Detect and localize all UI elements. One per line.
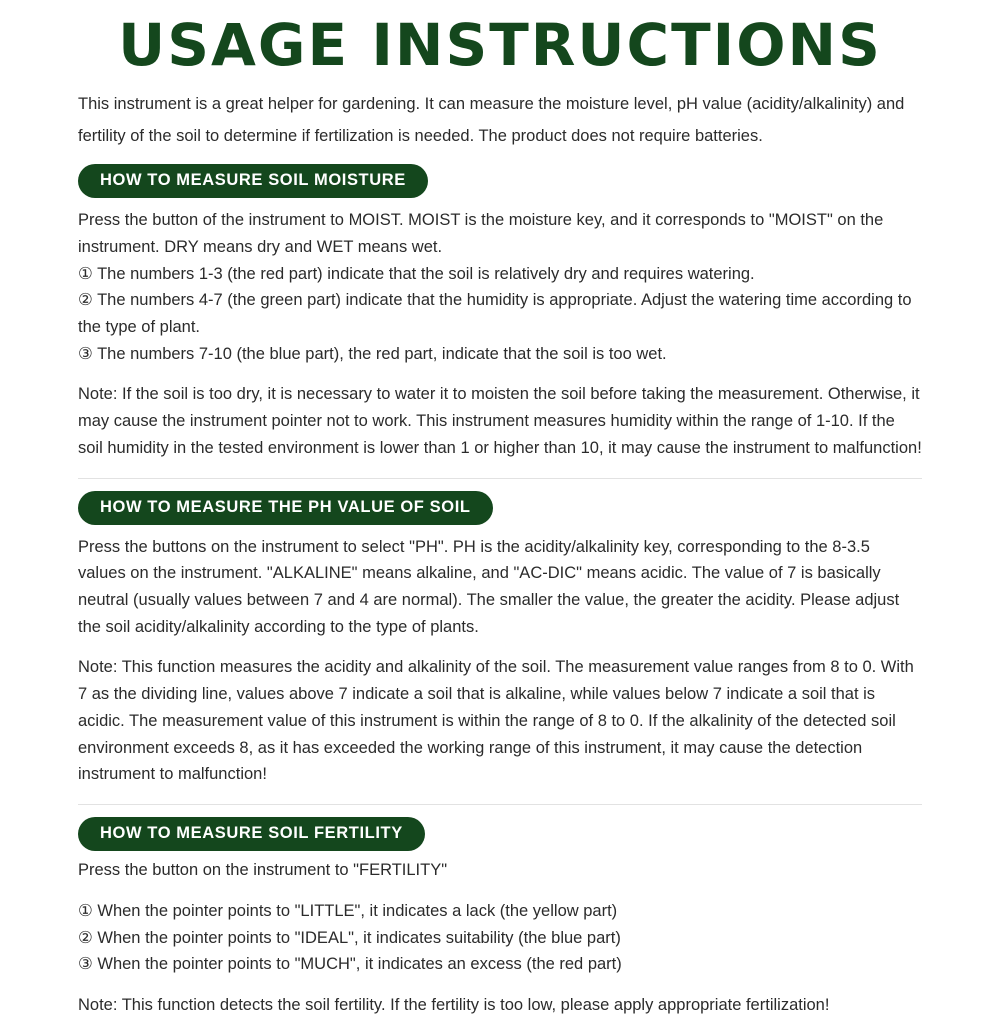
note-text: Note: If the soil is too dry, it is necessary to water it to moisten the soil before taking the measurement. Otherwise, it may cause the instrument pointer not to work. This instrument measures humidity within the range of 1-10. If the soil humidity in the tested environment is lower than 1 or higher than 10, it may cause the instrument to malfunction! (78, 385, 922, 457)
section-divider (78, 804, 922, 805)
intro-paragraph (78, 88, 922, 152)
section-ph-value (0, 491, 1000, 805)
paragraph: Press the button of the instrument to MOIST. MOIST is the moisture key, and it corresponds to "MOIST" on the instrument. DRY means dry and WET means wet. (78, 211, 884, 256)
section-badge-moisture: HOW TO MEASURE SOIL MOISTURE (78, 164, 428, 198)
section-body-moisture (78, 207, 922, 461)
list-item: ③ The numbers 7-10 (the blue part), the red part, indicate that the soil is too wet. (78, 344, 667, 363)
section-body-ph (78, 534, 922, 788)
section-body-fertility (78, 857, 922, 1019)
section-soil-moisture (0, 164, 1000, 478)
note-text: Note: This function detects the soil fertility. If the fertility is too low, please apply appropriate fertilization! (78, 995, 830, 1014)
page-title: USAGE INSTRUCTIONS (118, 11, 882, 79)
list-item: ② When the pointer points to "IDEAL", it indicates suitability (the blue part) (78, 928, 621, 947)
paragraph: Press the buttons on the instrument to select "PH". PH is the acidity/alkalinity key, corresponding to the 8-3.5 values on the instrument. "ALKALINE" means alkaline, and "AC-DIC" means acidic. The value of 7 is basically neutral (usually values between 7 and 4 are normal). The smaller the value, the greater the acidity. Please adjust the soil acidity/alkalinity according to the type of plants. (78, 537, 900, 636)
section-badge-row (78, 491, 1000, 525)
section-badge-ph: HOW TO MEASURE THE PH VALUE OF SOIL (78, 491, 493, 525)
usage-instructions-page (0, 11, 1000, 1014)
section-badge-fertility: HOW TO MEASURE SOIL FERTILITY (78, 817, 425, 851)
list-item: ① When the pointer points to "LITTLE", it indicates a lack (the yellow part) (78, 901, 618, 920)
section-divider (78, 478, 922, 479)
list-item: ② The numbers 4-7 (the green part) indicate that the humidity is appropriate. Adjust the watering time according to the type of plant. (78, 291, 912, 337)
note-text: Note: This function measures the acidity and alkalinity of the soil. The measurement value ranges from 8 to 0. With 7 as the dividing line, values above 7 indicate a soil that is alkaline, while values below 7 indicate a soil that is acidic. The measurement value of this instrument is within the range of 8 to 0. If the alkalinity of the detected soil environment exceeds 8, as it has exceeded the working range of this instrument, it may cause the detection instrument to malfunction! (78, 658, 914, 784)
list-item: ③ When the pointer points to "MUCH", it indicates an excess (the red part) (78, 955, 622, 974)
section-soil-fertility (0, 817, 1000, 1019)
section-badge-row (78, 817, 1000, 851)
paragraph: Press the button on the instrument to "FERTILITY" (78, 861, 448, 880)
list-item: ① The numbers 1-3 (the red part) indicate that the soil is relatively dry and requires watering. (78, 264, 755, 283)
section-badge-row (78, 164, 1000, 198)
intro-text: This instrument is a great helper for gardening. It can measure the moisture level, pH value (acidity/alkalinity) and fertility of the soil to determine if fertilization is needed. The product does not require batteries. (78, 94, 905, 145)
